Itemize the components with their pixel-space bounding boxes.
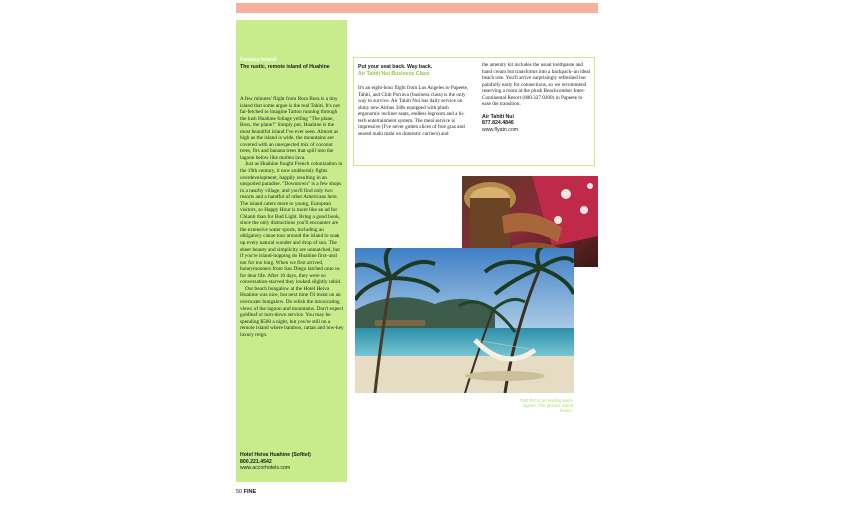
- hotel-website: www.accorhotels.com: [240, 465, 291, 472]
- box-column-1: [358, 64, 470, 137]
- photo-caption: THE PICS: an inviting warm lagoon. The pristine island beach.: [519, 398, 573, 414]
- page-number: 50: [236, 489, 243, 495]
- box-column-1-text: It's an eight-hour flight from Los Angeles to Papeete, Tahiti, and Club Porrava (business class) is the only way to survive. Air Tahiti Nui has daily service on shiny new Airbus 340s equipped with plush ergonomic recliner seats, endless legroom and a hi-tech entertainment system. The meal service is impressive (I've never gotten slices of foie gras and seared mahi mahi on domestic carriers) and: [358, 85, 469, 137]
- photo-beach-hammock: [355, 248, 574, 393]
- top-accent-bar: [236, 3, 598, 13]
- hotel-contact: [240, 452, 344, 472]
- air-travel-box: [353, 57, 595, 166]
- sidebar-paragraph: A few minutes' flight from Bora Bora is a tiny island that some argue is the real Tahiti. It's not far-fetched to imagine Tattoo running through the lush Huahine foliage yelling "The plane, Boss, the plane!" Simply put, Huahine is the most beautiful island I've ever seen. Almost as high as the island is wide, the mountains are covered with an unexpected mix of coconut trees, firs and banana trees that spill into the lagoon below like molten lava.: [240, 96, 340, 161]
- sidebar-feature: [236, 20, 347, 482]
- box-subhead: Air Tahiti Nui Business Class: [358, 70, 430, 77]
- airline-website: www.flyatn.com: [482, 126, 519, 133]
- page-folio: [236, 489, 256, 495]
- sidebar-paragraph: Just as Huahine fought French colonization in the 19th century, it now stubbornly fights overdevelopment, happily resulting in an unspoiled paradise. "Downtown" is a few shops in a nearby village, and you'll find only two resorts and a handful of other Americans here. The island caters more to young, European visitors, so Happy Hour is more like an ad for Chianti than for Bud Light. Bring a good book, since the only distractions you'll encounter are the extensive water sports, including an obligatory canoe tour around the island to soak up every natural wonder and drop of sun. The sheer beauty and simplicity are unmatched, but if you're island-hopping do Huahine first–and not for too long. When we first arrived, honeymooners from San Diego latched onto us for dear life. After 10 days, they were so conversation-starved they looked slightly rabid.: [240, 161, 343, 286]
- magazine-name: FINE: [243, 489, 257, 495]
- box-column-2: [482, 62, 592, 133]
- hotel-name: Hotel Heiva Huahine (Sofitel): [240, 452, 311, 458]
- box-headline: Put your seat back. Way back.: [358, 64, 433, 70]
- box-column-2-text: the amenity kit includes the usual toothpaste and hand cream but transforms into a backpack–an ideal beach tote. You'll arrive surprisingly refreshed but painfully early for connections, so we recommend reserving a room at the plush Beachcomber Inter-Continental Resort (800.327.0200) in Papeete to ease the transition.: [482, 62, 591, 107]
- airline-phone: 877.824.4846: [482, 120, 514, 126]
- hotel-phone: 800.221.4542: [240, 458, 272, 465]
- sidebar-kicker: Fantasy Island: [240, 57, 277, 63]
- airline-name: Air Tahiti Nui: [482, 113, 514, 120]
- spacer: [358, 77, 470, 85]
- sidebar-title: The rustic, remote island of Huahine: [240, 64, 330, 70]
- sidebar-paragraph: Our beach bungalow at the Hotel Heiva Huahine was nice, but next time I'll insist on an overwater bungalow. Do relish the intoxicating views of the lagoon and mountains. Don't expect goldleaf or turn-down service. You may be spending $500 a night, but you're still on a remote island where bamboo, rattan and low-key luxury reign.: [240, 285, 344, 338]
- sidebar-body: [240, 96, 344, 338]
